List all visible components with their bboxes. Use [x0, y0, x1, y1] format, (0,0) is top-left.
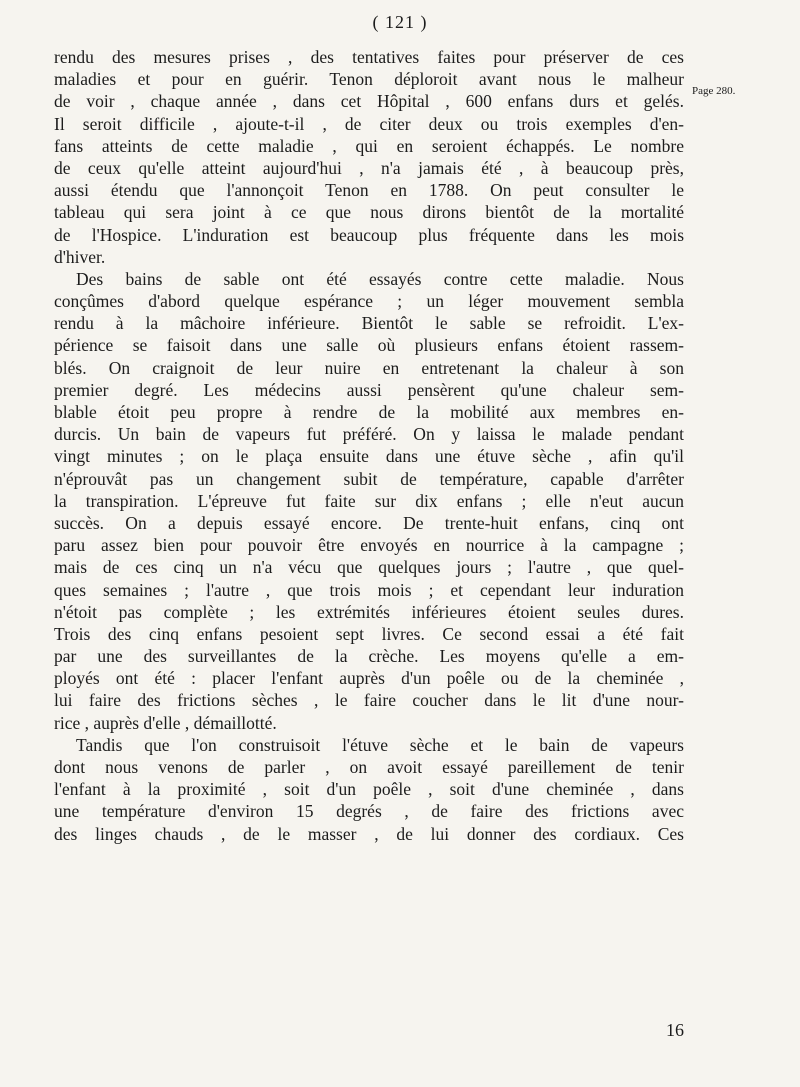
- text-line: aussi étendu que l'annonçoit Tenon en 1788. On peut consulter le: [54, 180, 684, 201]
- text-line: fans atteints de cette maladie , qui en seroient échappés. Le nombre: [54, 135, 684, 156]
- text-line: ques semaines ; l'autre , que trois mois ; et cependant leur induration: [54, 579, 684, 600]
- text-line: des linges chauds , de le masser , de lui donner des cordiaux. Ces: [54, 823, 684, 844]
- text-line: blable étoit peu propre à rendre de la mobilité aux membres en-: [54, 402, 684, 422]
- text-line: par une des surveillantes de la crèche. Les moyens qu'elle a em-: [54, 646, 684, 667]
- text-line: n'éprouvât pas un changement subit de température, capable d'arrêter: [54, 468, 684, 489]
- text-line: premier degré. Les médecins aussi pensèrent qu'une chaleur sem-: [54, 379, 684, 400]
- text-line: paru assez bien pour pouvoir être envoyés en nourrice à la campagne ;: [54, 535, 684, 556]
- text-line: la transpiration. L'épreuve fut faite sur dix enfans ; elle n'eut aucun: [54, 490, 684, 511]
- text-line: ployés ont été : placer l'enfant auprès d'un poêle ou de la cheminée ,: [54, 668, 684, 689]
- text-line: mais de ces cinq un n'a vécu que quelques jours ; l'autre , que quel-: [54, 557, 684, 578]
- text-line: d'hiver.: [54, 246, 106, 267]
- text-line: blés. On craignoit de leur nuire en entretenant la chaleur à son: [54, 357, 684, 378]
- text-line: conçûmes d'abord quelque espérance ; un léger mouvement sembla: [54, 291, 684, 312]
- text-line: l'enfant à la proximité , soit d'un poêle , soit d'une cheminée , dans: [54, 779, 684, 800]
- text-line: rendu des mesures prises , des tentatives faites pour préserver de ces: [54, 47, 684, 67]
- text-line: de voir , chaque année , dans cet Hôpital , 600 enfans durs et gelés.: [54, 91, 684, 112]
- text-line: tableau qui sera joint à ce que nous dirons bientôt de la mortalité: [54, 202, 684, 223]
- text-line: durcis. Un bain de vapeurs fut préféré. On y laissa le malade pendant: [54, 424, 684, 445]
- margin-page-reference: Page 280.: [692, 85, 736, 97]
- text-line: n'étoit pas complète ; les extrémités inférieures étoient seules dures.: [54, 601, 684, 622]
- body-text: [54, 46, 684, 845]
- text-line: Des bains de sable ont été essayés contre cette maladie. Nous: [76, 268, 684, 289]
- text-line: dont nous venons de parler , on avoit essayé pareillement de tenir: [54, 757, 684, 777]
- text-line: une température d'environ 15 degrés , de faire des frictions avec: [54, 801, 684, 822]
- text-line: Tandis que l'on construisoit l'étuve sèche et le bain de vapeurs: [76, 734, 684, 755]
- signature-mark: 16: [666, 1020, 684, 1040]
- text-line: Trois des cinq enfans pesoient sept livres. Ce second essai a été fait: [54, 623, 684, 644]
- text-line: maladies et pour en guérir. Tenon déploroit avant nous le malheur: [54, 69, 684, 90]
- page-number: ( 121 ): [372, 12, 428, 32]
- text-line: lui faire des frictions sèches , le faire coucher dans le lit d'une nour-: [54, 690, 684, 711]
- text-line: périence se faisoit dans une salle où plusieurs enfans étoient rassem-: [54, 335, 684, 356]
- text-line: Il seroit difficile , ajoute-t-il , de citer deux ou trois exemples d'en-: [54, 113, 684, 134]
- text-line: vingt minutes ; on le plaça ensuite dans une étuve sèche , afin qu'il: [54, 446, 684, 467]
- text-line: rendu à la mâchoire inférieure. Bientôt le sable se refroidit. L'ex-: [54, 313, 684, 334]
- text-line: succès. On a depuis essayé encore. De trente-huit enfans, cinq ont: [54, 512, 684, 533]
- text-line: de l'Hospice. L'induration est beaucoup plus fréquente dans les mois: [54, 224, 684, 245]
- text-line: de ceux qu'elle atteint aujourd'hui , n'a jamais été , à beaucoup près,: [54, 157, 684, 178]
- text-line: rice , auprès d'elle , démaillotté.: [54, 712, 277, 733]
